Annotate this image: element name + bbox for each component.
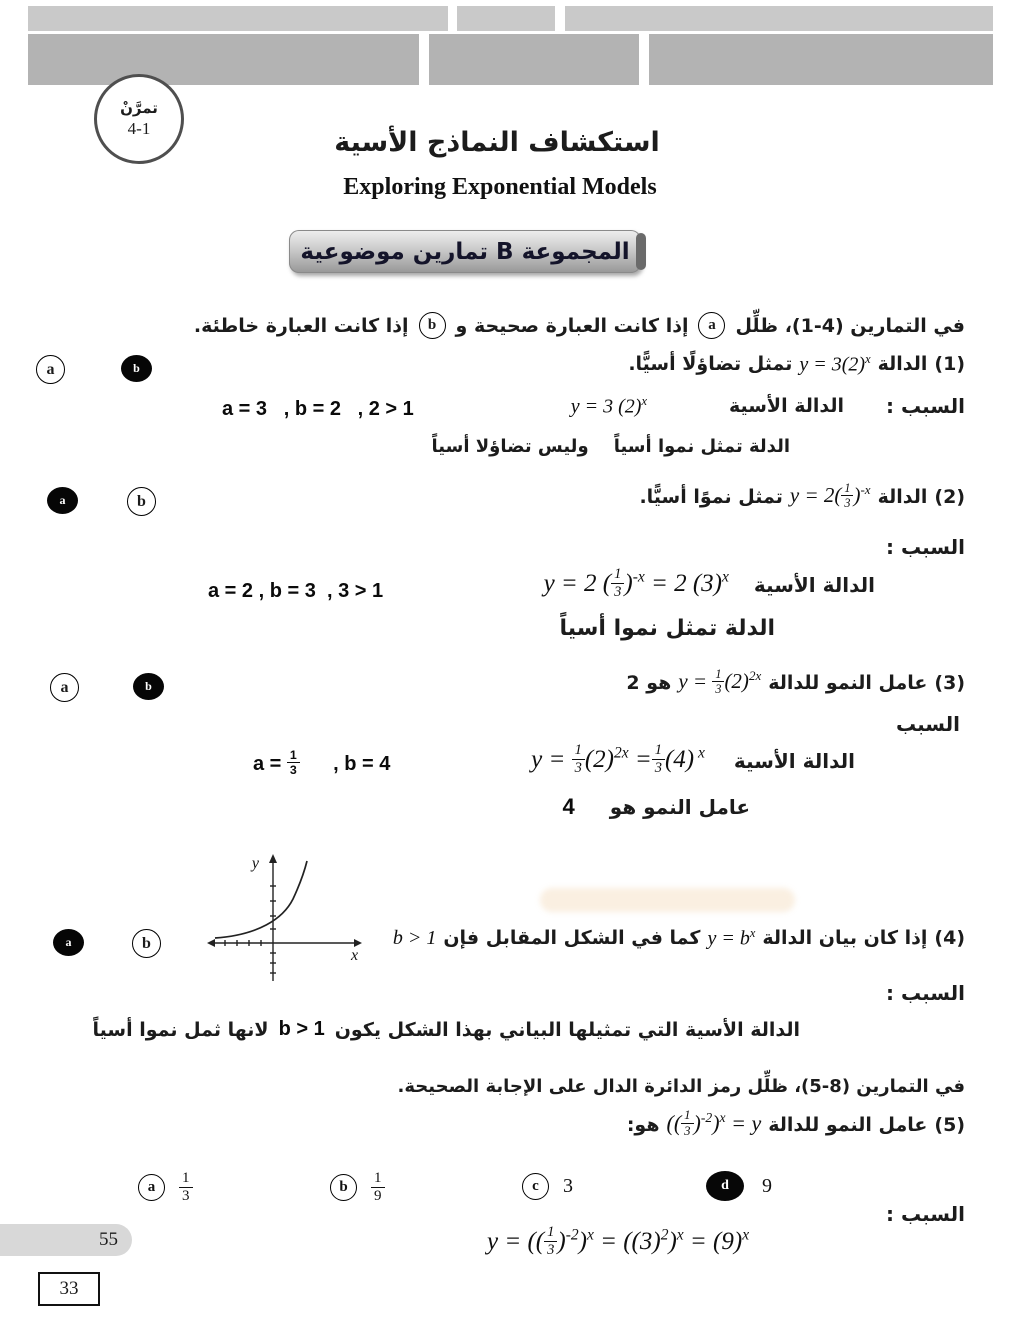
question-2-text-after: تمثل نموًا أسيًّا. — [639, 485, 783, 508]
q3-answer-bubble-a — [50, 673, 79, 702]
q5-option-c-circle — [522, 1173, 549, 1200]
q4-answer-bubble-a-selected — [53, 929, 84, 956]
choice-b-circle — [419, 312, 446, 339]
question-1-text-after: تمثل تضاؤلًا أسيًّا. — [628, 353, 793, 376]
q1-answer-bubble-b-selected — [121, 355, 152, 382]
question-2-formula: y = 2( $\frac{1}{3}$ )$^{-x}$ — [789, 480, 871, 510]
q1-bubble-a-letter: a — [46, 360, 55, 378]
question-4-text-before: إذا كان بيان الدالة — [762, 927, 928, 950]
q5-option-b-denominator: 9 — [371, 1187, 385, 1205]
q5-option-d-circle — [706, 1171, 744, 1201]
q3-student-note — [563, 794, 750, 820]
q2-answer-bubble-a-selected — [47, 487, 78, 514]
q5-option-a — [138, 1170, 193, 1206]
question-3-text-before: عامل النمو للدالة — [768, 671, 928, 694]
x-axis-label: x — [351, 947, 359, 964]
page-title-english: Exploring Exponential Models — [343, 174, 657, 200]
top-bar-segment — [28, 34, 419, 85]
practice-badge — [94, 74, 184, 164]
practice-badge-title: تمرَّنْ — [120, 99, 158, 117]
exponential-curve — [215, 861, 307, 938]
page-title-arabic: استكشاف النماذج الأسية — [334, 127, 660, 158]
q2-handwritten-answer: a = 2 , b = 3 , 3 > 1 — [208, 580, 384, 602]
question-2 — [639, 482, 965, 512]
q2-reason-label: السبب : — [885, 535, 965, 559]
q2-reason-row — [544, 568, 875, 602]
q1-answer-bubble-a — [36, 355, 65, 384]
q4-reason-label: السبب : — [885, 981, 965, 1005]
q5-option-b-letter: b — [339, 1179, 348, 1196]
q3-reason-formula: y = $\frac{1}{3}$ $(2)^{2x}$ = $\frac{1}{3}$ (4) $^x$ — [531, 742, 705, 776]
q2-exponential-label: الدالة الأسية — [753, 573, 875, 598]
q3-note-text: عامل النمو هو — [609, 795, 750, 819]
group-b-banner — [289, 230, 641, 273]
q3-exponential-label: الدالة الأسية — [733, 749, 855, 774]
q2-reason-formula: y = 2 ( $\frac{1}{3}$ )$^{-x}$ = 2 $(3)^x$ — [543, 566, 729, 600]
y-axis-arrow — [269, 854, 277, 863]
corner-page-number: 33 — [59, 1278, 79, 1299]
mc-instructions: في التمارين (8-5)، ظلِّل رمز الدائرة الدال على الإجابة الصحيحة. — [397, 1076, 965, 1097]
q5-reason-formula: y = (( $\frac{1}{3}$ )$^{-2})^x = ((3)^2)^x = (9)^x$ — [487, 1224, 750, 1258]
q5-option-c-value: 3 — [563, 1175, 573, 1197]
x-axis-arrow-left — [207, 939, 215, 947]
question-5-formula: (( $\frac{1}{3}$ )$^{-2}$)$^x$ = y — [666, 1108, 762, 1138]
exponential-graph — [203, 851, 363, 991]
q4-answer-part1: الدالة الأسية التي تمثيلها البياني بهذا الشكل يكون — [334, 1018, 800, 1041]
q1-exponential-label: الدالة الأسية — [728, 395, 844, 418]
top-bar-segment — [429, 34, 639, 85]
question-2-text-before: الدالة — [877, 485, 928, 508]
tf-instructions-part1: في التمارين (4-1)، ظلِّل — [735, 314, 965, 337]
q5-option-b-circle — [330, 1174, 357, 1201]
q5-option-d-letter: d — [721, 1178, 729, 1193]
q4-answer-part2: لانها ثمل نموا أسياً — [92, 1018, 269, 1041]
q4-answer-line — [93, 1018, 800, 1041]
q1-student-note: الدلة تمثل نموا أسياً وليس تضاؤلا أسياً — [431, 436, 790, 457]
q5-option-c — [522, 1173, 573, 1200]
q5-reason-label: السبب : — [885, 1202, 965, 1226]
q2-bubble-b-letter: b — [137, 492, 146, 510]
q3-reason-label: السبب — [895, 712, 960, 736]
q4-bubble-a-letter: a — [65, 935, 72, 949]
choice-a-circle — [698, 312, 725, 339]
corner-page-box — [38, 1272, 100, 1306]
q3-reason-row — [531, 744, 855, 778]
q5-option-a-value — [179, 1170, 193, 1206]
question-5-text-before: عامل النمو للدالة — [768, 1114, 928, 1137]
q5-option-a-denominator: 3 — [179, 1187, 193, 1205]
choice-a-letter: a — [708, 317, 716, 333]
question-1 — [628, 352, 965, 377]
question-3-text-after: هو 2 — [626, 671, 672, 694]
q1-reason-label: السبب : — [885, 394, 965, 419]
q3-bubble-b-letter: b — [145, 679, 152, 693]
group-b-banner-text: المجموعة B تمارين موضوعية — [300, 238, 630, 265]
choice-b-letter: b — [427, 317, 437, 333]
question-5 — [627, 1110, 965, 1140]
question-5-number: (5) — [934, 1114, 965, 1137]
question-3-formula: y = $\frac{1}{3}$ $(2)^{2x}$ — [678, 666, 762, 696]
q5-option-b-numerator: 1 — [374, 1170, 382, 1186]
question-4 — [393, 926, 965, 951]
question-3-number: (3) — [934, 671, 965, 694]
graph-axes — [213, 859, 355, 981]
question-1-number: (1) — [934, 353, 965, 376]
q2-bubble-a-letter: a — [59, 493, 66, 507]
question-4-formula: $y = b^x$ — [707, 926, 756, 950]
q2-answer-bubble-b — [127, 487, 156, 516]
q4-answer-condition: b > 1 — [278, 1018, 325, 1040]
question-4-text-after: كما في الشكل المقابل فإن — [443, 927, 701, 950]
x-axis-arrow-right — [354, 939, 362, 947]
q1-handwritten-answer: a = 3 , b = 2 , 2 > 1 — [222, 398, 414, 420]
q5-option-d-selected — [706, 1171, 772, 1201]
q2-student-note: الدلة تمثل نموا أسياً — [559, 616, 775, 641]
question-4-condition: b > 1 — [392, 926, 437, 949]
question-1-formula: $y = 3(2)^x$ — [799, 352, 871, 376]
q3-note-value: 4 — [562, 794, 575, 819]
q3-handwritten-answer: a = $\frac{1}{3}$ , b = 4 — [253, 748, 391, 778]
print-bleed-artifact — [540, 888, 795, 912]
q4-answer-bubble-b — [132, 929, 161, 958]
page-number: 55 — [99, 1229, 118, 1250]
q1-bubble-b-letter: b — [133, 361, 140, 375]
q5-option-b-value — [371, 1170, 385, 1206]
q1-reason-formula: y = 3 $(2)^x$ — [570, 394, 647, 418]
practice-badge-lesson-number: 4-1 — [127, 119, 151, 138]
y-axis-label: y — [251, 855, 259, 872]
q3-bubble-a-letter: a — [60, 678, 69, 696]
q4-bubble-b-letter: b — [142, 934, 151, 952]
top-bar-segment — [457, 6, 555, 31]
tf-instructions-part3: إذا كانت العبارة خاطئة. — [193, 314, 409, 337]
q5-option-a-circle — [138, 1174, 165, 1201]
q5-option-a-numerator: 1 — [182, 1170, 190, 1186]
question-3 — [626, 668, 965, 698]
q3-answer-bubble-b-selected — [133, 673, 164, 700]
q1-reason-row — [571, 394, 965, 419]
tf-instructions — [194, 312, 965, 339]
q5-option-a-letter: a — [147, 1179, 156, 1196]
question-4-number: (4) — [934, 927, 965, 950]
q5-option-d-value: 9 — [762, 1174, 772, 1197]
question-2-number: (2) — [934, 485, 965, 508]
tf-instructions-part2: إذا كانت العبارة صحيحة و — [455, 314, 689, 337]
question-1-text-before: الدالة — [877, 353, 928, 376]
q5-option-b — [330, 1170, 385, 1206]
question-5-text-after: هو: — [626, 1114, 660, 1137]
page-number-strip — [0, 1224, 132, 1256]
q5-option-c-letter: c — [532, 1178, 539, 1194]
top-bar-segment — [649, 34, 993, 85]
top-bar-segment — [565, 6, 993, 31]
top-bar-segment — [28, 6, 448, 31]
